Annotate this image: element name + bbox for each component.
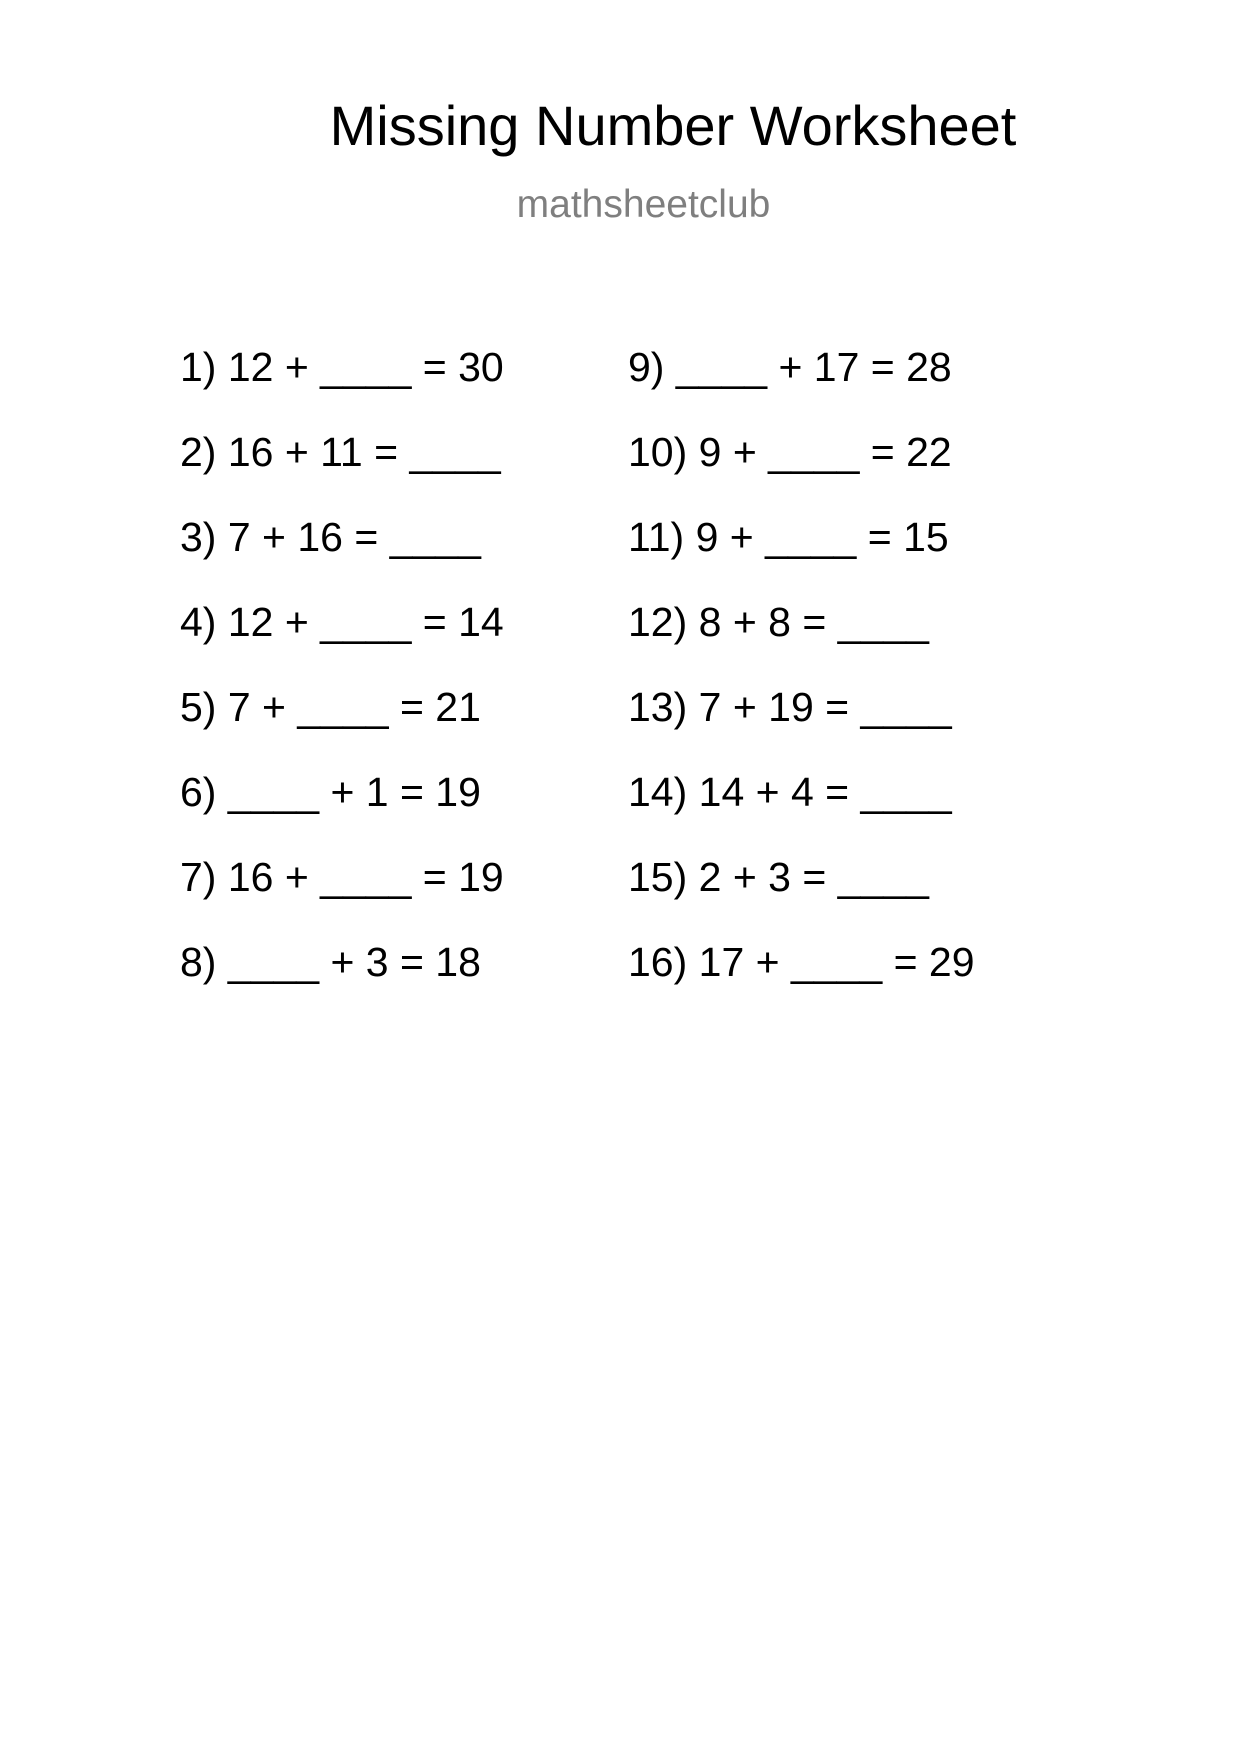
worksheet-subtitle: mathsheetclub bbox=[516, 183, 771, 226]
problem-13: 13) 7 + 19 = ____ bbox=[628, 684, 952, 730]
problem-3: 3) 7 + 16 = ____ bbox=[180, 514, 481, 560]
problem-column-left bbox=[180, 345, 504, 1025]
problem-2: 2) 16 + 11 = ____ bbox=[180, 429, 501, 475]
problem-5: 5) 7 + ____ = 21 bbox=[180, 684, 481, 730]
worksheet-title: Missing Number Worksheet bbox=[329, 94, 1017, 157]
problem-15: 15) 2 + 3 = ____ bbox=[628, 854, 929, 900]
problem-6: 6) ____ + 1 = 19 bbox=[180, 769, 481, 815]
problem-14: 14) 14 + 4 = ____ bbox=[628, 769, 952, 815]
problem-column-right bbox=[628, 345, 975, 1025]
problem-4: 4) 12 + ____ = 14 bbox=[180, 599, 504, 645]
problem-8: 8) ____ + 3 = 18 bbox=[180, 939, 481, 985]
problem-9: 9) ____ + 17 = 28 bbox=[628, 344, 952, 390]
problem-10: 10) 9 + ____ = 22 bbox=[628, 429, 952, 475]
problem-11: 11) 9 + ____ = 15 bbox=[628, 514, 949, 560]
problem-12: 12) 8 + 8 = ____ bbox=[628, 599, 929, 645]
problem-16: 16) 17 + ____ = 29 bbox=[628, 939, 975, 985]
problem-7: 7) 16 + ____ = 19 bbox=[180, 854, 504, 900]
problem-1: 1) 12 + ____ = 30 bbox=[180, 344, 504, 390]
